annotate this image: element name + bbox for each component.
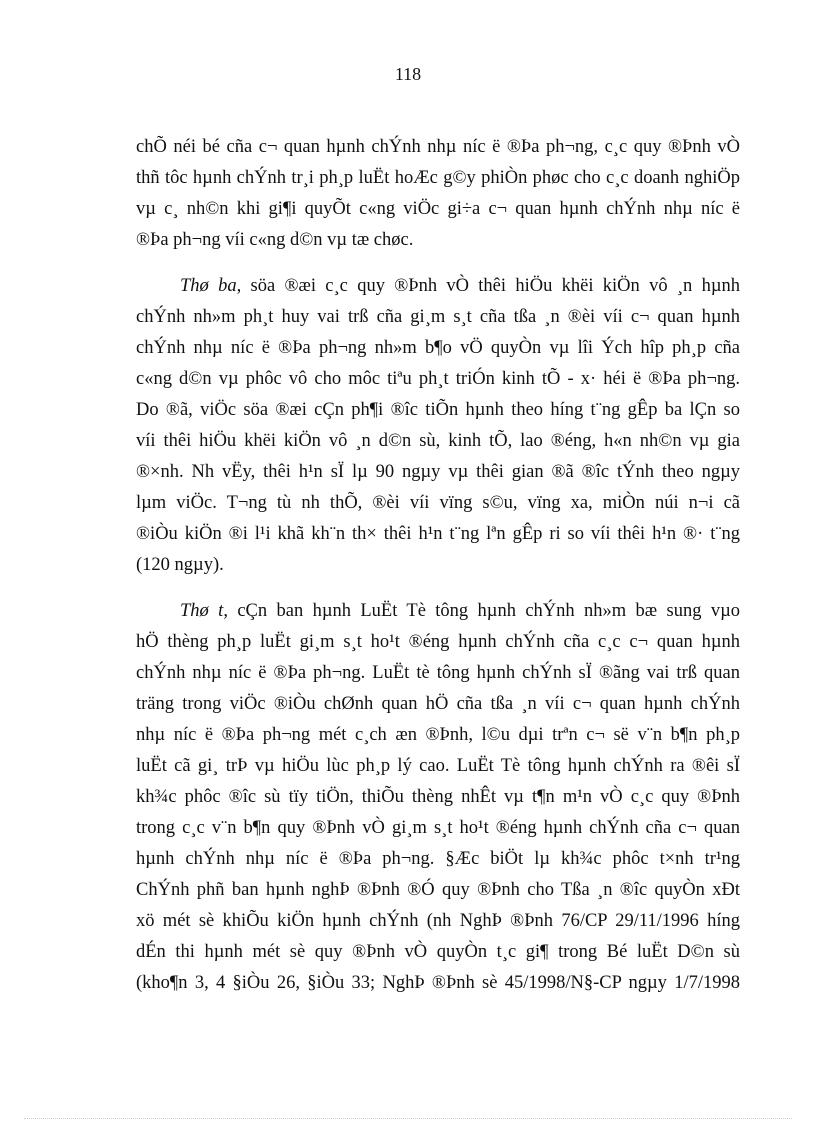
- text-line: thñ tôc hµnh chÝnh tr¸i ph¸p luËt hoÆc g©y phiÒn phøc cho c¸c doanh nghiÖp: [136, 168, 740, 188]
- text-line-lead: [136, 596, 740, 627]
- text-line: kh¾c phôc ®îc sù tïy tiÖn, thiÕu thèng nhÊt vµ t¶n m¹n vÒ c¸c quy ®Þnh: [136, 787, 740, 807]
- text-line: luËt cã gi¸ trÞ vµ hiÖu lùc ph¸p lý cao. LuËt Tè tông hµnh chÝnh ra ®êi sÏ: [136, 756, 740, 776]
- text-line: hµnh chÝnh nhµ níc ë ®Þa ph¬ng. §Æc biÖt lµ kh¾c phôc t×nh tr¹ng: [136, 849, 740, 869]
- text-line: (120 ngµy).: [136, 555, 224, 575]
- text-line: nhµ níc ë ®Þa ph¬ng mét c¸ch æn ®Þnh, l©u dµi trªn c¬ së v¨n b¶n ph¸p: [136, 725, 740, 745]
- paragraph-1: [136, 132, 740, 256]
- text-line: xö mét sè khiÕu kiÖn hµnh chÝnh (nh NghÞ ®Þnh 76/CP 29/11/1996 híng: [136, 911, 740, 931]
- lead-phrase: Thø t: [180, 601, 224, 621]
- text-line: Do ®ã, viÖc söa ®æi cÇn ph¶i ®îc tiÕn hµnh theo híng t¨ng gÊp ba lÇn so: [136, 400, 740, 420]
- text-line: vµ c¸ nh©n khi gi¶i quyÕt c«ng viÖc gi÷a c¬ quan hµnh chÝnh nhµ níc ë: [136, 199, 740, 219]
- page-bottom-divider: [24, 1118, 792, 1119]
- text-line: trong c¸c v¨n b¶n quy ®Þnh vÒ gi¸m s¸t ho¹t ®éng hµnh chÝnh cña c¬ quan: [136, 818, 740, 838]
- text-line: chÝnh nhµ níc ë ®Þa ph¬ng nh»m b¶o vÖ quyÒn vµ lîi Ých hîp ph¸p cña: [136, 338, 740, 358]
- paragraph-gap: [136, 581, 740, 596]
- text-line: (kho¶n 3, 4 §iÒu 26, §iÒu 33; NghÞ ®Þnh sè 45/1998/N§-CP ngµy 1/7/1998: [136, 973, 740, 993]
- paragraph-3: [136, 596, 740, 999]
- text-line: víi thêi hiÖu khëi kiÖn vô ¸n d©n sù, kinh tÕ, lao ®éng, h«n nh©n vµ gia: [136, 431, 740, 451]
- text-line: ®×nh. Nh vËy, thêi h¹n sÏ lµ 90 ngµy vµ thêi gian ®ã ®îc tÝnh theo ngµy: [136, 462, 740, 482]
- document-body: [136, 132, 740, 999]
- paragraph-2: [136, 271, 740, 581]
- text-line-lead: [136, 271, 740, 302]
- text-line: hÖ thèng ph¸p luËt gi¸m s¸t ho¹t ®éng hµnh chÝnh cña c¸c c¬ quan hµnh: [136, 632, 740, 652]
- text-line-rest: , cÇn ban hµnh LuËt Tè tông hµnh chÝnh nh»m bæ sung vµo: [223, 601, 740, 621]
- text-line: chÕ néi bé cña c¬ quan hµnh chÝnh nhµ níc ë ®Þa ph¬ng, c¸c quy ®Þnh vÒ: [136, 137, 740, 157]
- text-line: dÉn thi hµnh mét sè quy ®Þnh vÒ quyÒn t¸c gi¶ trong Bé luËt D©n sù: [136, 942, 740, 962]
- page-number: 118: [394, 64, 422, 84]
- text-line: ChÝnh phñ ban hµnh nghÞ ®Þnh ®Ó quy ®Þnh cho Tßa ¸n ®îc quyÒn xÐt: [136, 880, 740, 900]
- text-line: chÝnh nh»m ph¸t huy vai trß cña gi¸m s¸t cña tßa ¸n ®èi víi c¬ quan hµnh: [136, 307, 740, 327]
- text-line: lµm viÖc. T¬ng tù nh thÕ, ®èi víi vïng s©u, vïng xa, miÒn núi n¬i cã: [136, 493, 740, 513]
- text-line: träng trong viÖc ®iÒu chØnh quan hÖ cña tßa ¸n víi c¬ quan hµnh chÝnh: [136, 694, 740, 714]
- text-line-rest: , söa ®æi c¸c quy ®Þnh vÒ thêi hiÖu khëi kiÖn vô ¸n hµnh: [236, 276, 740, 296]
- text-line: chÝnh nhµ níc ë ®Þa ph¬ng. LuËt tè tông hµnh chÝnh sÏ ®ãng vai trß quan: [136, 663, 740, 683]
- lead-phrase: Thø ba: [180, 276, 237, 296]
- paragraph-gap: [136, 256, 740, 271]
- text-line: ®iÒu kiÖn ®i l¹i khã kh¨n th× thêi h¹n t¨ng lªn gÊp ri so víi thêi h¹n ®· t¨ng: [136, 524, 740, 544]
- text-line: c«ng d©n vµ phôc vô cho môc tiªu ph¸t triÓn kinh tÕ - x· héi ë ®Þa ph¬ng.: [136, 369, 740, 389]
- text-line: ®Þa ph¬ng víi c«ng d©n vµ tæ chøc.: [136, 230, 414, 250]
